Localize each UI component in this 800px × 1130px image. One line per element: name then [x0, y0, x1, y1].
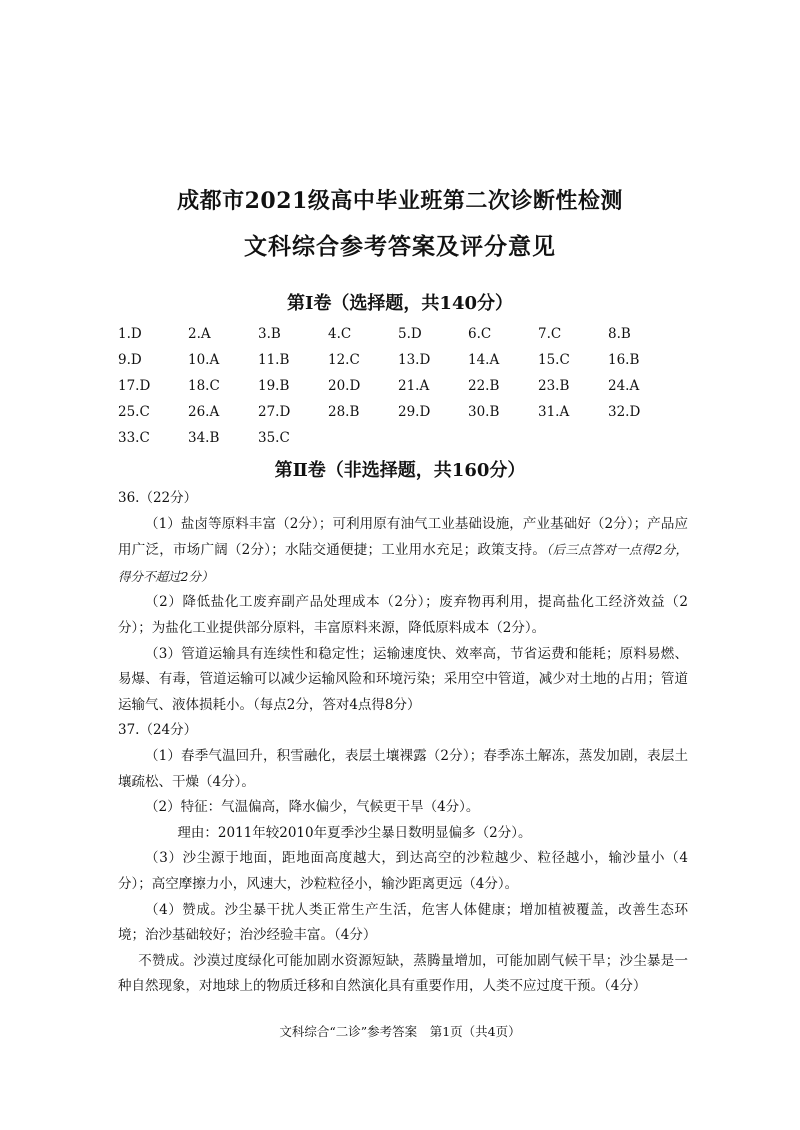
answer-item: 31.A [538, 404, 570, 420]
answer-item: 6.C [468, 326, 492, 342]
exam-title: 成都市2021级高中毕业班第二次诊断性检测 [177, 188, 623, 214]
answer-item: 23.B [538, 378, 570, 394]
answer-item: 27.D [258, 404, 291, 420]
answer-item: 15.C [538, 352, 570, 368]
question-37-part-4: （4）赞成。沙尘暴干扰人类正常生产生活，危害人体健康；增加植被覆盖，改善生态环境；治沙基础较好；治沙经验丰富。（4分） [118, 901, 688, 944]
answer-row [118, 404, 718, 430]
answer-item: 28.B [328, 404, 360, 420]
section-2-heading: 第Ⅱ卷（非选择题，共160分） [274, 460, 526, 481]
section-1-heading: 第Ⅰ卷（选择题，共140分） [287, 293, 513, 314]
question-37-part-3: （3）沙尘源于地面，距地面高度越大，到达高空的沙粒越少、粒径越小，输沙量小（4分）；高空摩擦力小，风速大，沙粒粒径小，输沙距离更远（4分）。 [118, 850, 688, 892]
question-36-part-1 [118, 512, 688, 591]
answer-item: 35.C [258, 430, 290, 446]
answer-row [118, 326, 718, 352]
answer-item: 7.C [538, 326, 562, 342]
answer-item: 8.B [608, 326, 631, 342]
answer-item: 25.C [118, 404, 150, 420]
answer-item: 12.C [328, 352, 360, 368]
answer-item: 24.A [608, 378, 640, 394]
exam-subtitle: 文科综合参考答案及评分意见 [244, 233, 556, 260]
answer-row [118, 430, 718, 456]
answer-row [118, 352, 718, 378]
answer-item: 33.C [118, 430, 150, 446]
answer-item: 11.B [258, 352, 290, 368]
answer-item: 3.B [258, 326, 281, 342]
page-footer: 文科综合“二诊”参考答案 第1页（共4页） [279, 1024, 521, 1039]
answer-item: 16.B [608, 352, 640, 368]
answer-row [118, 378, 718, 404]
answer-item: 21.A [398, 378, 430, 394]
multiple-choice-answers [118, 326, 718, 456]
question-36-part-1-note: （后三点答对一点得2分，得分不超过2分） [118, 542, 688, 584]
question-36-part-1-text: （1）盐卤等原料丰富（2分）；可利用原有油气工业基础设施，产业基础好（2分）；产品应用广泛，市场广阔（2分）；水陆交通便捷；工业用水充足；政策支持。 [118, 515, 688, 559]
question-37-part-1: （1）春季气温回升，积雪融化，表层土壤裸露（2分）；春季冻土解冻，蒸发加剧，表层土壤疏松、干燥（4分）。 [118, 747, 688, 790]
answer-item: 14.A [468, 352, 500, 368]
answer-item: 32.D [608, 404, 641, 420]
answer-item: 26.A [188, 404, 220, 420]
question-36-heading: 36.（22分） [118, 490, 198, 506]
answer-item: 9.D [118, 352, 142, 368]
question-37-part-4-alternative: 不赞成。沙漠过度绿化可能加剧水资源短缺，蒸腾量增加，可能加剧气候干旱；沙尘暴是一种自然现象，对地球上的物质迁移和自然演化具有重要作用，人类不应过度干预。（4分） [118, 952, 688, 995]
question-36-part-2: （2）降低盐化工废弃副产品处理成本（2分）；废弃物再利用，提高盐化工经济效益（2分）；为盐化工业提供部分原料，丰富原料来源，降低原料成本（2分）。 [118, 594, 688, 636]
answer-item: 17.D [118, 378, 151, 394]
answer-item: 34.B [188, 430, 220, 446]
question-37-part-2-reason: 理由：2011年较2010年夏季沙尘暴日数明显偏多（2分）。 [177, 824, 532, 841]
question-37-part-2: （2）特征：气温偏高，降水偏少，气候更干旱（4分）。 [145, 799, 480, 816]
answer-item: 19.B [258, 378, 290, 394]
answer-item: 22.B [468, 378, 500, 394]
answer-item: 5.D [398, 326, 422, 342]
written-answers [118, 486, 688, 1000]
answer-item: 10.A [188, 352, 220, 368]
answer-item: 4.C [328, 326, 352, 342]
answer-item: 13.D [398, 352, 431, 368]
question-36-part-3: （3）管道运输具有连续性和稳定性；运输速度快、效率高，节省运费和能耗；原料易燃、易爆、有毒，管道运输可以减少运输风险和环境污染；采用空中管道，减少对土地的占用；管道运输气、液体损耗小。（每点2分，答对4点得8分） [118, 645, 688, 713]
answer-item: 1.D [118, 326, 142, 342]
answer-item: 18.C [188, 378, 220, 394]
question-37-heading: 37.（24分） [118, 722, 198, 739]
answer-item: 20.D [328, 378, 361, 394]
answer-item: 2.A [188, 326, 211, 342]
answer-item: 29.D [398, 404, 431, 420]
answer-item: 30.B [468, 404, 500, 420]
